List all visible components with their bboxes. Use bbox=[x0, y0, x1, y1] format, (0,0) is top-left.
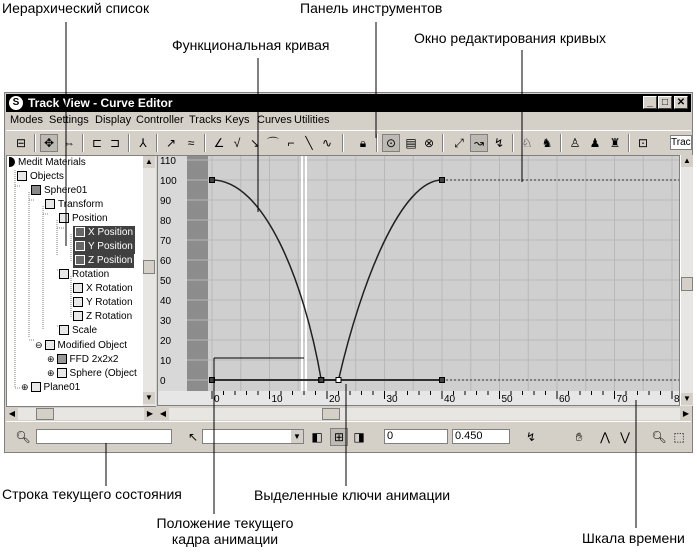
tangent-slow-icon[interactable]: ⌒ bbox=[266, 136, 279, 150]
annotation-edit-window: Окно редактирования кривых bbox=[414, 30, 607, 46]
tangent-custom-icon[interactable]: √ bbox=[233, 136, 241, 150]
show-selected-icon[interactable]: ◧ bbox=[311, 430, 323, 444]
tree-item-selected[interactable]: Y Position bbox=[73, 240, 135, 254]
tree-item[interactable]: ⊕ Sphere (Object bbox=[47, 368, 137, 379]
reduce-keys-icon[interactable]: ≈ bbox=[187, 136, 195, 150]
properties-icon[interactable]: ⊡ bbox=[637, 136, 649, 150]
menu-utilities[interactable]: Utilities bbox=[294, 114, 330, 126]
zoom-icon[interactable]: 🔍︎ bbox=[651, 430, 667, 444]
x-tick-label: 70 bbox=[616, 394, 628, 405]
tree-item[interactable]: Rotation bbox=[59, 268, 109, 282]
scroll-right-arrow[interactable]: ▶ bbox=[680, 408, 692, 420]
tree-item[interactable]: Medit Materials bbox=[9, 156, 86, 170]
tree-item[interactable]: ⊕ FFD 2x2x2 bbox=[47, 354, 119, 365]
tree-item-selected[interactable]: X Position bbox=[73, 226, 135, 240]
maximize-button[interactable]: □ bbox=[658, 96, 672, 109]
y-tick-label: 50 bbox=[160, 276, 172, 287]
zoom-value-extents-icon[interactable]: ⋁ bbox=[620, 430, 630, 444]
tangent-auto-icon[interactable]: ∠ bbox=[213, 136, 225, 150]
annotation-selected-keys: Выделенные ключи анимации bbox=[254, 487, 451, 503]
parameter-out-of-range-icon[interactable]: ⊗ bbox=[423, 136, 435, 150]
tangent-fast-icon[interactable]: ↘ bbox=[249, 136, 261, 150]
show-all-icon[interactable]: ⊞ bbox=[330, 428, 348, 446]
tree-item[interactable]: ⊖ Modified Object bbox=[35, 340, 128, 351]
tree-item[interactable]: Y Rotation bbox=[73, 296, 133, 310]
scroll-right-arrow[interactable]: ▶ bbox=[144, 408, 156, 420]
tree-item[interactable]: X Rotation bbox=[73, 282, 133, 296]
x-tick-label: 60 bbox=[559, 394, 571, 405]
scale-keys-icon[interactable]: ⊏ bbox=[91, 136, 103, 150]
annotation-current-frame-line1: Положение текущего bbox=[156, 515, 294, 531]
scroll-up-arrow[interactable]: ▲ bbox=[681, 155, 693, 167]
show-tangents-icon[interactable]: ♘ bbox=[521, 136, 533, 150]
tree-item[interactable]: Position bbox=[59, 212, 108, 226]
x-tick-label: 40 bbox=[444, 394, 456, 405]
slide-keys-icon[interactable]: ⇔ bbox=[63, 136, 75, 150]
tree-item[interactable]: Z Rotation bbox=[73, 310, 132, 324]
zoom-icon[interactable]: ⤢ bbox=[454, 136, 464, 150]
menu-curves[interactable]: Curves bbox=[257, 114, 292, 126]
x-tick-label: 20 bbox=[329, 394, 341, 405]
expand-icon[interactable]: ⊕ bbox=[47, 368, 55, 378]
enable-toggle-icon[interactable]: ♜ bbox=[609, 136, 621, 150]
x-tick-label: 0 bbox=[214, 394, 220, 405]
annotation-current-frame-line2: кадра анимации bbox=[171, 531, 279, 547]
zoom-value-icon[interactable]: ↯ bbox=[525, 430, 537, 444]
hand-pan-icon[interactable]: ✋︎ bbox=[575, 430, 583, 444]
menu-modes[interactable]: Modes bbox=[10, 114, 44, 126]
menu-tracks[interactable]: Tracks bbox=[189, 114, 222, 126]
expand-icon[interactable]: ⊕ bbox=[21, 382, 29, 392]
scroll-down-arrow[interactable]: ▼ bbox=[681, 393, 693, 405]
lock-selection-icon[interactable]: 🔒︎ bbox=[359, 136, 367, 150]
draw-curves-icon[interactable]: ↗ bbox=[165, 136, 177, 150]
y-tick-label: 100 bbox=[160, 176, 177, 187]
y-tick-label: 110 bbox=[160, 156, 176, 167]
select-by-name-icon[interactable]: ↖ bbox=[187, 430, 199, 444]
frame-field[interactable]: 0 bbox=[384, 429, 448, 444]
chevron-down-icon[interactable]: ▼ bbox=[291, 430, 303, 443]
filters-icon[interactable]: ⊟ bbox=[15, 136, 27, 150]
tree-item[interactable]: Objects bbox=[17, 170, 64, 184]
y-tick-label: 70 bbox=[160, 236, 172, 247]
y-tick-label: 0 bbox=[160, 376, 166, 387]
tree-item[interactable]: Transform bbox=[45, 198, 103, 212]
scale-values-icon[interactable]: ⊐ bbox=[109, 136, 121, 150]
minimize-button[interactable]: _ bbox=[643, 96, 657, 109]
menu-controller[interactable]: Controller bbox=[136, 114, 184, 126]
y-tick-label: 90 bbox=[160, 196, 172, 207]
annotation-function-curve: Функциональная кривая bbox=[172, 37, 330, 53]
scroll-left-arrow[interactable]: ◀ bbox=[157, 408, 169, 420]
annotation-toolbar: Панель инструментов bbox=[300, 0, 443, 16]
y-tick-label: 60 bbox=[160, 256, 172, 267]
value-field[interactable]: 0.450 bbox=[452, 429, 510, 444]
tree-item[interactable]: Scale bbox=[59, 324, 97, 338]
x-tick-label: 30 bbox=[386, 394, 398, 405]
menu-settings[interactable]: Settings bbox=[49, 114, 89, 126]
tangent-smooth-icon[interactable]: ∿ bbox=[321, 136, 333, 150]
menu-display[interactable]: Display bbox=[95, 114, 132, 126]
y-tick-label: 20 bbox=[160, 336, 172, 347]
tangent-linear-icon[interactable]: ╲ bbox=[305, 136, 313, 150]
close-button[interactable]: ✕ bbox=[674, 96, 688, 109]
annotation-hierarchy-list: Иерархический список bbox=[2, 0, 150, 16]
move-keys-icon[interactable]: ✥ bbox=[40, 134, 58, 152]
y-tick-label: 80 bbox=[160, 216, 172, 227]
scroll-up-arrow[interactable]: ▲ bbox=[143, 156, 155, 168]
multiplier-curve-icon[interactable]: ♟ bbox=[589, 136, 601, 150]
scroll-left-arrow[interactable]: ◀ bbox=[6, 408, 18, 420]
lock-tangents-icon[interactable]: ♞ bbox=[541, 136, 553, 150]
x-tick-label: 50 bbox=[501, 394, 513, 405]
track-icon[interactable]: ↯ bbox=[493, 136, 505, 150]
y-tick-label: 10 bbox=[160, 356, 172, 367]
collapse-icon[interactable]: ⊖ bbox=[35, 340, 43, 350]
pan-icon[interactable]: ↝ bbox=[470, 134, 488, 152]
show-non-selected-icon[interactable]: ◨ bbox=[353, 430, 365, 444]
annotation-status-line: Строка текущего состояния bbox=[2, 486, 182, 502]
add-keys-icon[interactable]: ⅄ bbox=[139, 136, 147, 150]
track-view-name-field[interactable]: Trac bbox=[671, 137, 691, 148]
ease-curve-icon[interactable]: ♙ bbox=[569, 136, 581, 150]
scroll-down-arrow[interactable]: ▼ bbox=[143, 392, 155, 404]
tree-item[interactable]: Sphere01 bbox=[31, 184, 87, 198]
expand-icon[interactable]: ⊕ bbox=[47, 354, 55, 364]
menu-keys[interactable]: Keys bbox=[225, 114, 250, 126]
y-tick-label: 40 bbox=[160, 296, 172, 307]
x-tick-label: 8 bbox=[674, 394, 680, 405]
zoom-selected-object-icon[interactable]: 🔍︎ bbox=[15, 430, 31, 444]
zoom-horizontal-extents-icon[interactable]: ⋀ bbox=[600, 430, 610, 444]
x-tick-label: 10 bbox=[271, 394, 283, 405]
tree-item-selected[interactable]: Z Position bbox=[73, 254, 134, 268]
annotation-timeline: Шкала времени bbox=[582, 530, 685, 546]
tangent-step-icon[interactable]: ⌐ bbox=[287, 136, 295, 150]
tree-item[interactable]: ⊕ Plane01 bbox=[21, 382, 81, 393]
snap-frames-icon[interactable]: ⊙ bbox=[382, 134, 400, 152]
window-title: Track View - Curve Editor bbox=[28, 96, 173, 110]
zoom-region-icon[interactable]: ⬚ bbox=[673, 430, 685, 444]
show-keyable-icon[interactable]: ▤ bbox=[405, 136, 417, 150]
y-tick-label: 30 bbox=[160, 316, 172, 327]
app-icon[interactable]: S bbox=[9, 96, 23, 110]
